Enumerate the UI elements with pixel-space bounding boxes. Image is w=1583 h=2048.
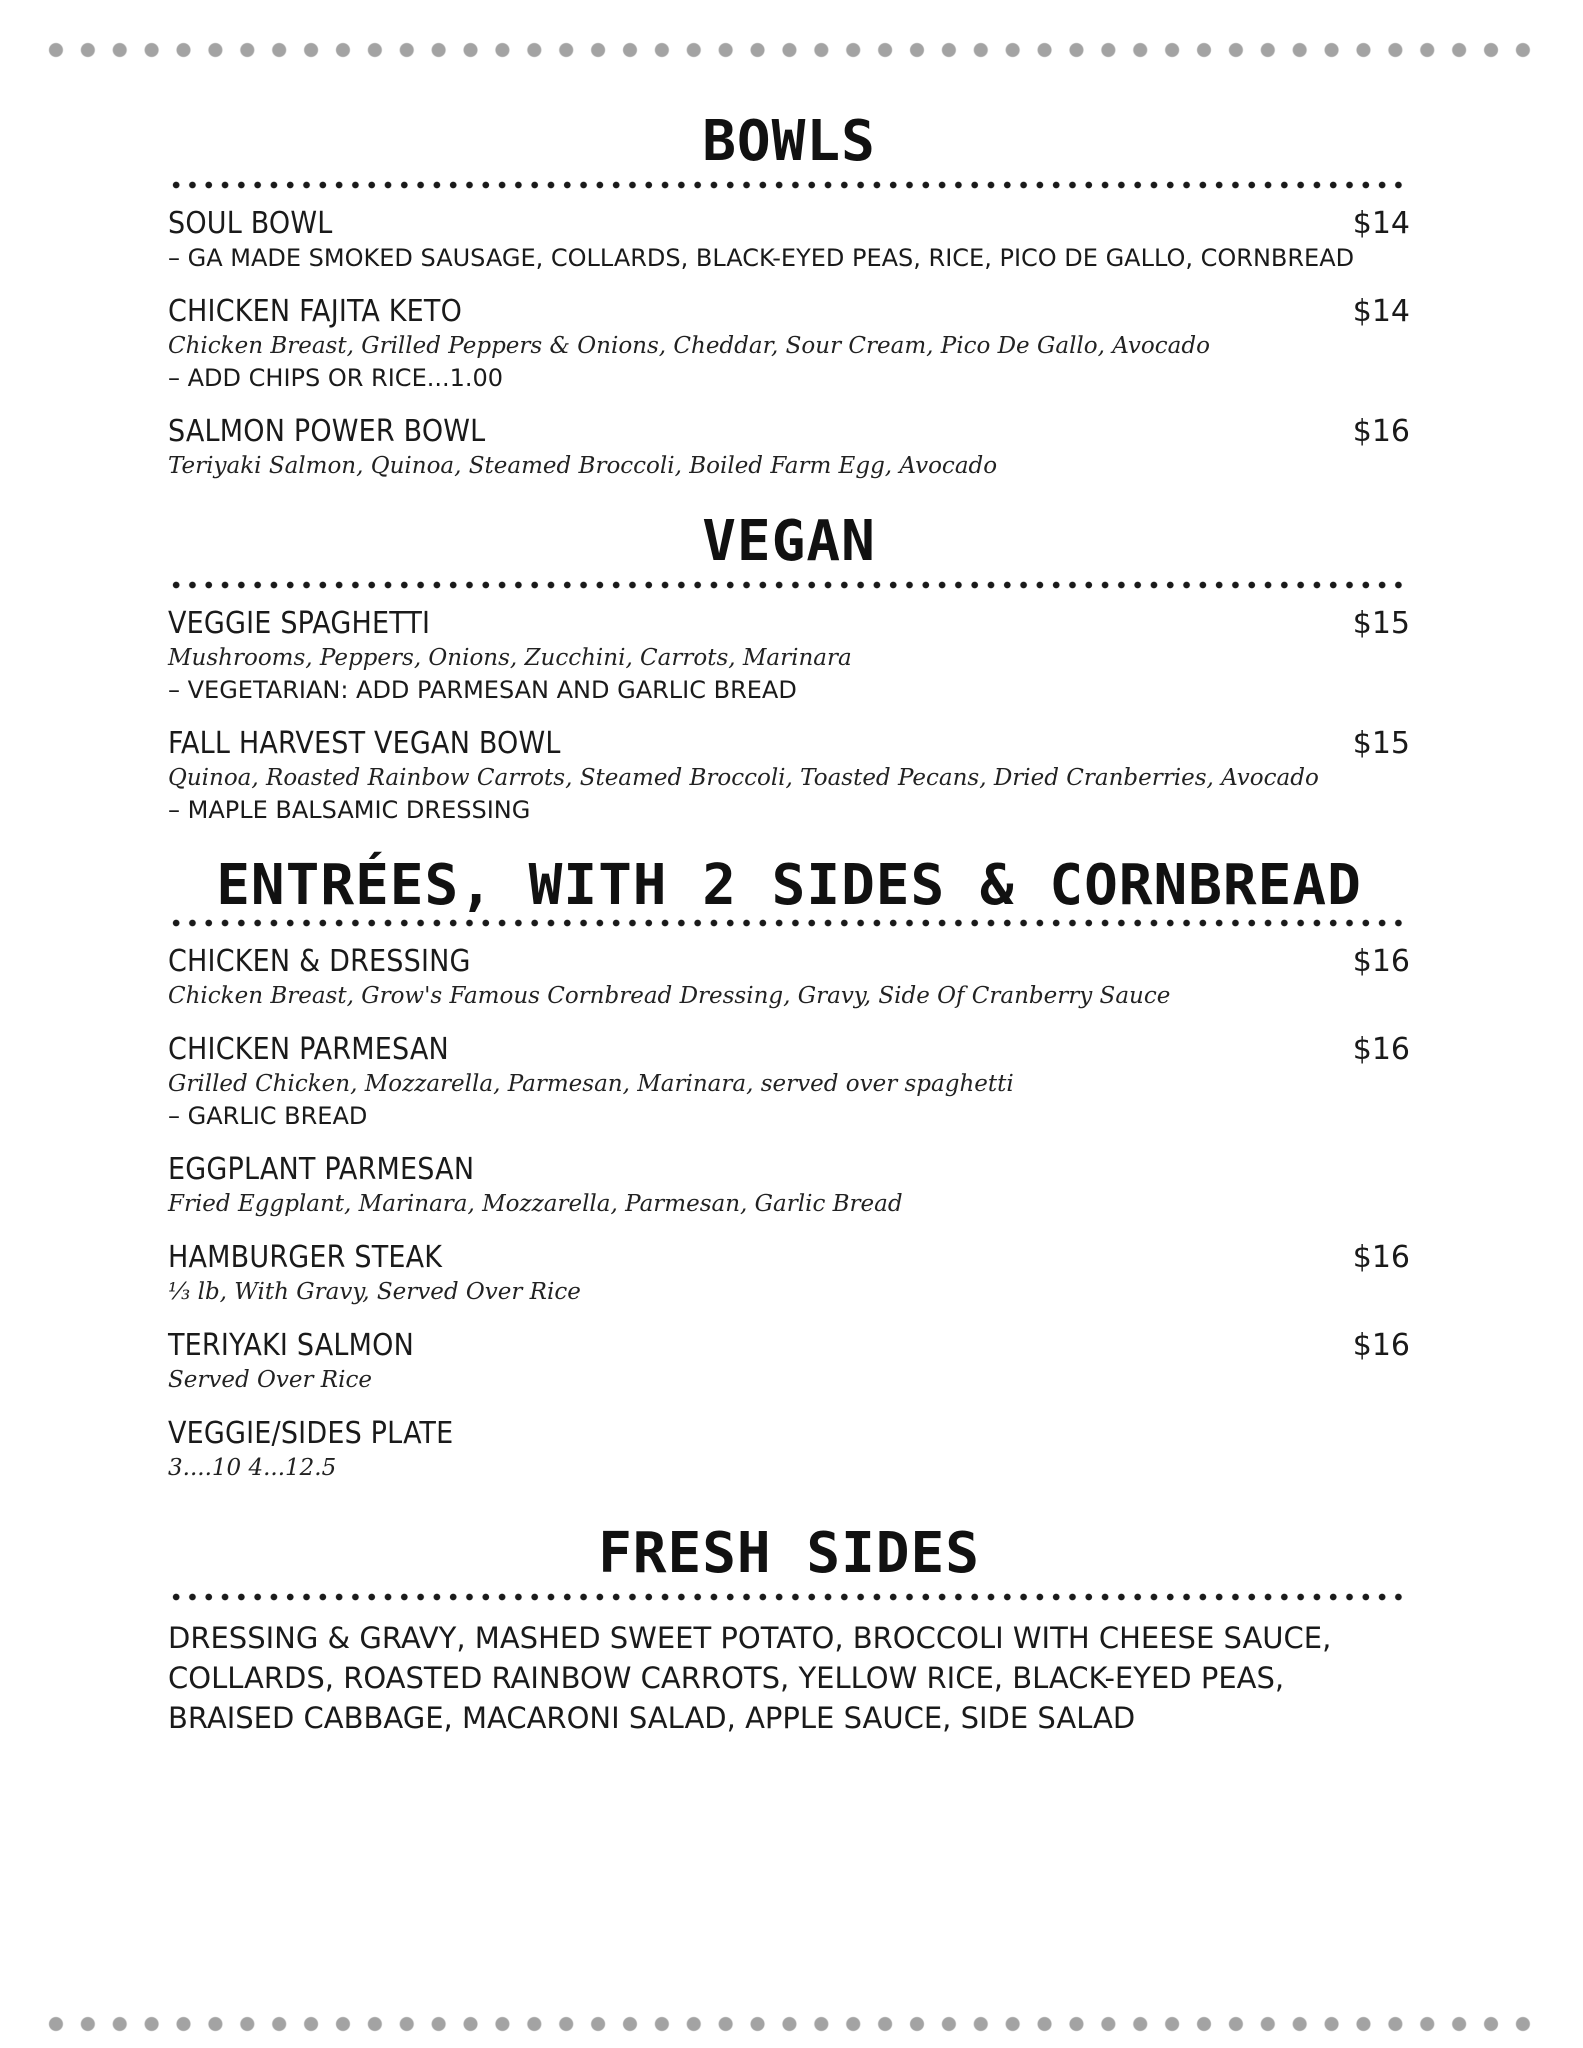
item-note: – ADD CHIPS OR RICE...1.00 (168, 364, 504, 392)
item-description: Chicken Breast, Grow's Famous Cornbread Dressing, Gravy, Side Of Cranberry Sauce (168, 983, 1171, 1009)
item-name: SALMON POWER BOWL (168, 414, 486, 449)
item-note: – GA MADE SMOKED SAUSAGE, COLLARDS, BLACK-EYED PEAS, RICE, PICO DE GALLO, CORNBREAD (168, 244, 1355, 272)
item-name: HAMBURGER STEAK (168, 1240, 443, 1275)
item-description: Fried Eggplant, Marinara, Mozzarella, Parmesan, Garlic Bread (168, 1191, 903, 1217)
item-description: Served Over Rice (168, 1367, 372, 1393)
item-name: EGGPLANT PARMESAN (168, 1152, 475, 1187)
item-name: VEGGIE/SIDES PLATE (168, 1416, 454, 1451)
menu-item-salmon-power-bowl (168, 414, 1410, 482)
menu-page (168, 110, 1410, 1738)
menu-item-chicken-fajita-keto (168, 294, 1410, 394)
item-name: VEGGIE SPAGHETTI (168, 606, 431, 641)
dotted-divider (168, 918, 1410, 928)
item-price: $14 (1352, 206, 1410, 241)
item-price: $16 (1352, 944, 1410, 979)
item-name: SOUL BOWL (168, 206, 333, 241)
menu-item-veggie-spaghetti (168, 606, 1410, 706)
item-note: – VEGETARIAN: ADD PARMESAN AND GARLIC BREAD (168, 676, 797, 704)
item-description: 3....10 4...12.5 (168, 1455, 337, 1481)
item-price: $16 (1352, 1240, 1410, 1275)
item-price: $16 (1352, 1328, 1410, 1363)
item-price: $15 (1352, 606, 1410, 641)
item-name: CHICKEN & DRESSING (168, 944, 471, 979)
item-price: $16 (1352, 1032, 1410, 1067)
section-vegan (168, 510, 1410, 826)
item-price: $15 (1352, 726, 1410, 761)
item-price: $16 (1352, 414, 1410, 449)
item-description: Chicken Breast, Grilled Peppers & Onions, Cheddar, Sour Cream, Pico De Gallo, Avocado (168, 333, 1210, 359)
item-price: $14 (1352, 294, 1410, 329)
dotted-divider (168, 180, 1410, 190)
dotted-divider (168, 580, 1410, 590)
item-description: Grilled Chicken, Mozzarella, Parmesan, Marinara, served over spaghetti (168, 1071, 1014, 1097)
section-entrees (168, 854, 1410, 1484)
bottom-dotted-border (40, 2016, 1543, 2032)
item-note: – MAPLE BALSAMIC DRESSING (168, 796, 531, 824)
menu-item-chicken-parmesan (168, 1032, 1410, 1132)
section-title: BOWLS (702, 109, 876, 174)
menu-item-chicken-and-dressing (168, 944, 1410, 1012)
menu-item-veggie-sides-plate (168, 1416, 1410, 1484)
section-bowls (168, 110, 1410, 482)
item-description: ⅓ lb, With Gravy, Served Over Rice (168, 1279, 581, 1305)
item-description: Mushrooms, Peppers, Onions, Zucchini, Carrots, Marinara (168, 645, 852, 671)
item-name: CHICKEN PARMESAN (168, 1032, 449, 1067)
section-title: VEGAN (702, 509, 876, 574)
menu-item-teriyaki-salmon (168, 1328, 1410, 1396)
dotted-divider (168, 1592, 1410, 1602)
section-title: FRESH SIDES (598, 1521, 980, 1586)
item-name: CHICKEN FAJITA KETO (168, 294, 463, 329)
sides-list: DRESSING & GRAVY, MASHED SWEET POTATO, BROCCOLI WITH CHEESE SAUCE, COLLARDS, ROASTED RAINBOW CARROTS, YELLOW RICE, BLACK-EYED PEAS, BRAISED CABBAGE, MACARONI SALAD, APPLE SAUCE, SIDE SALAD (168, 1621, 1332, 1735)
item-name: FALL HARVEST VEGAN BOWL (168, 726, 561, 761)
menu-item-eggplant-parmesan (168, 1152, 1410, 1220)
menu-item-fall-harvest-vegan-bowl (168, 726, 1410, 826)
section-fresh-sides (168, 1522, 1410, 1738)
section-title: ENTRÉES, WITH 2 SIDES & CORNBREAD (216, 853, 1362, 918)
item-description: Quinoa, Roasted Rainbow Carrots, Steamed Broccoli, Toasted Pecans, Dried Cranberries, Avocado (168, 765, 1319, 791)
item-note: – GARLIC BREAD (168, 1102, 368, 1130)
menu-item-soul-bowl (168, 206, 1410, 274)
top-dotted-border (40, 42, 1543, 58)
menu-item-hamburger-steak (168, 1240, 1410, 1308)
item-description: Teriyaki Salmon, Quinoa, Steamed Broccoli, Boiled Farm Egg, Avocado (168, 453, 998, 479)
item-name: TERIYAKI SALMON (168, 1328, 414, 1363)
